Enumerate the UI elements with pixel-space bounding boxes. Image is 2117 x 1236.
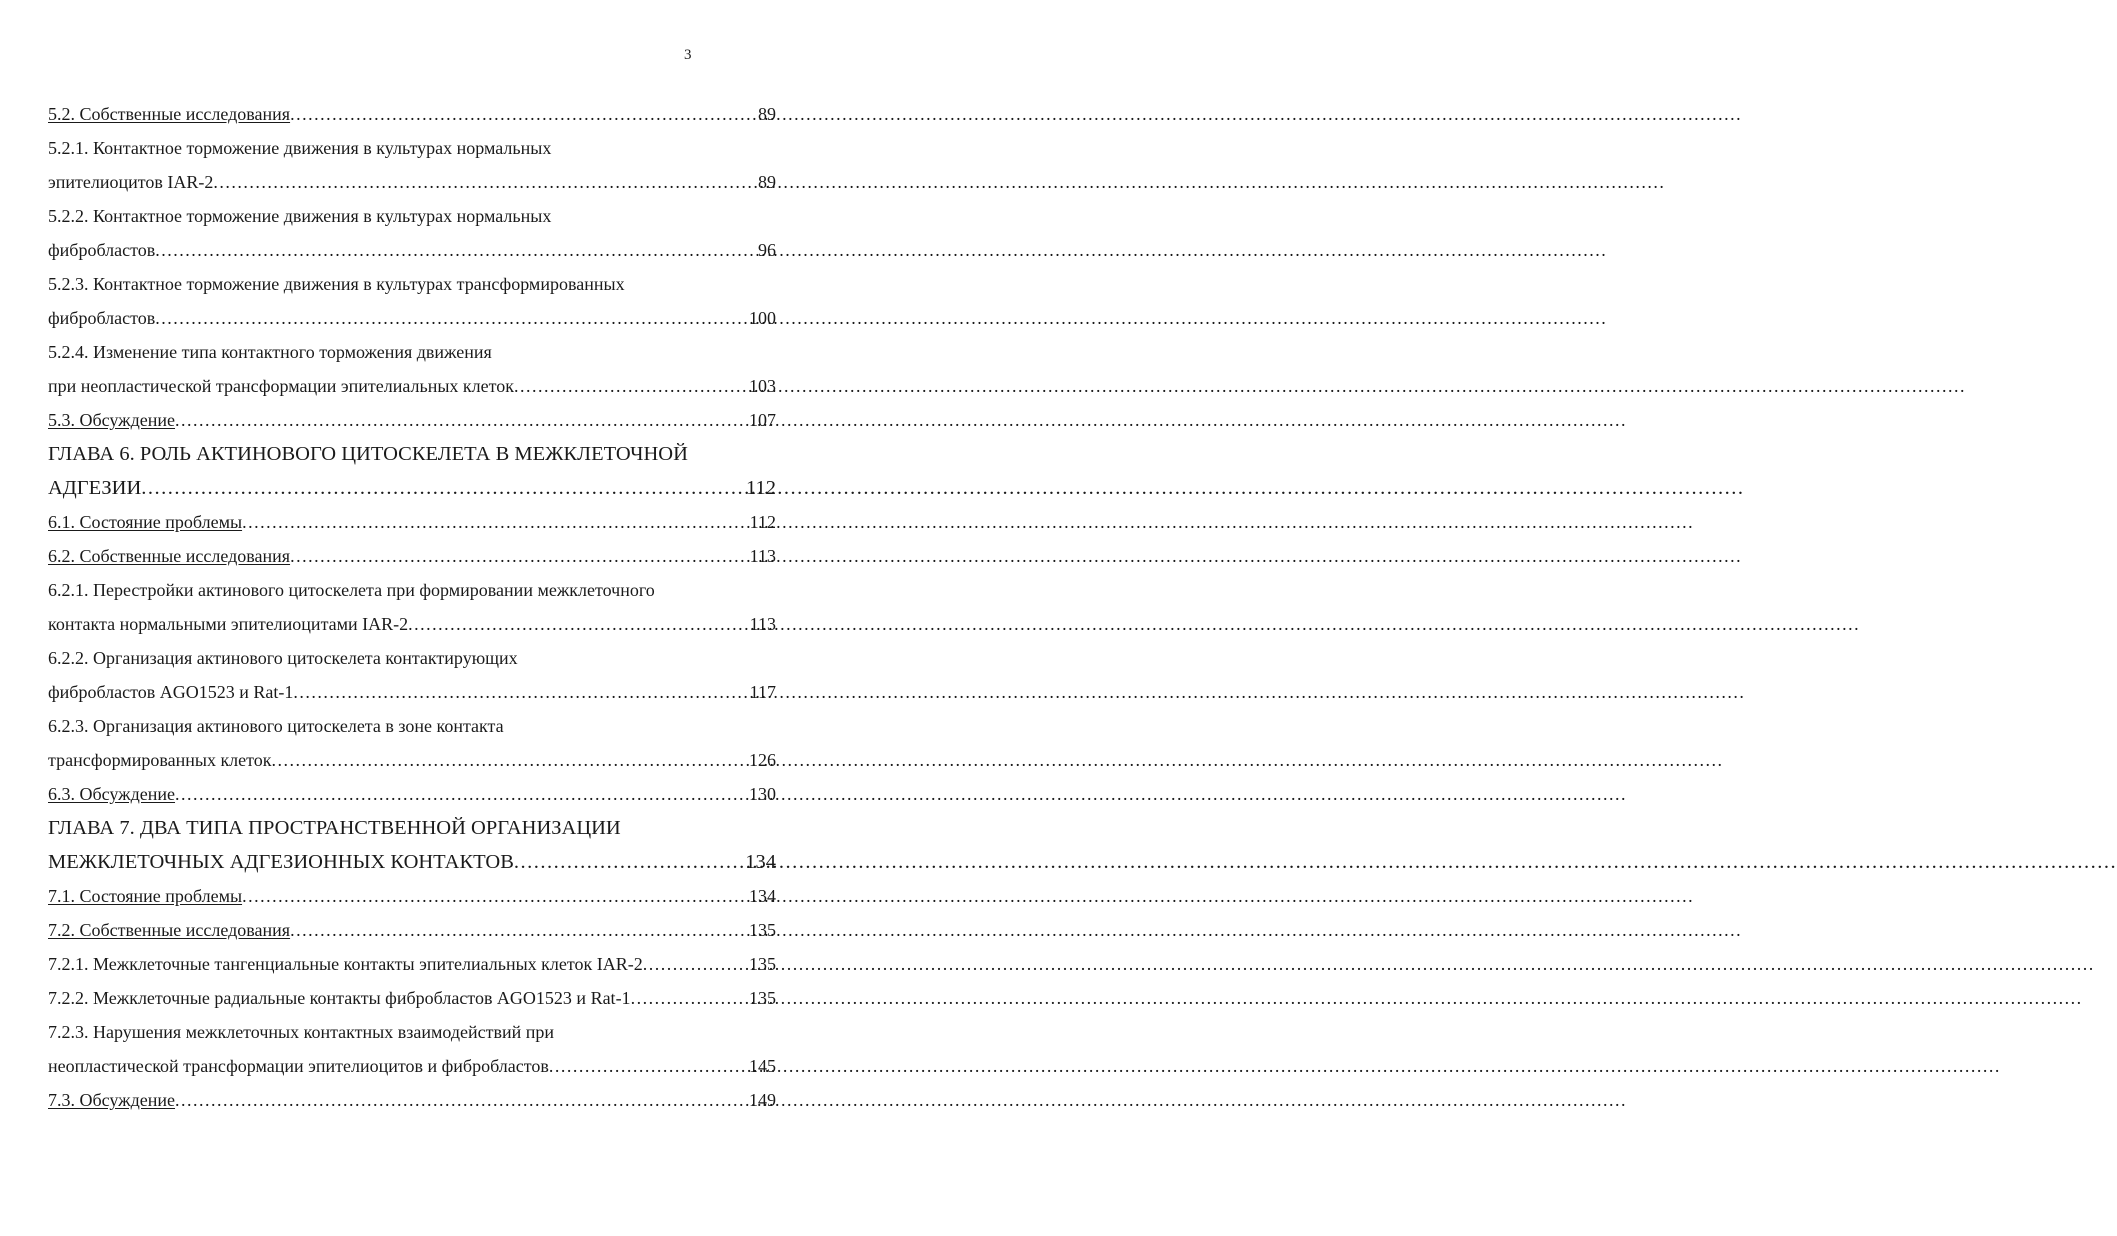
toc-entry-title: контакта нормальными эпителиоцитами IAR-2 <box>48 614 409 634</box>
toc-page-number: 145 <box>749 1056 776 1076</box>
toc-entry-title[interactable]: 7.1. Состояние проблемы <box>48 886 243 906</box>
toc-leader-dots <box>514 369 749 403</box>
toc-entry-title[interactable]: 6.1. Состояние проблемы <box>48 512 243 532</box>
toc-leader-dots <box>293 675 749 709</box>
toc-leader-dots <box>290 97 758 131</box>
toc-page-number: 96 <box>758 240 776 260</box>
toc-line <box>48 913 776 947</box>
toc-leader-dots <box>514 845 745 879</box>
toc-entry-title: 5.2.2. Контактное торможение движения в культурах нормальных <box>48 206 552 226</box>
toc-chapter-heading <box>48 845 776 879</box>
toc-leader-dots <box>175 777 749 811</box>
toc-leader-dots <box>141 471 746 505</box>
toc-page-number: 112 <box>749 512 776 532</box>
toc-line <box>48 1015 776 1049</box>
toc-line <box>48 947 776 981</box>
toc-line <box>48 981 776 1015</box>
toc-line <box>48 607 776 641</box>
toc-page-number: 134 <box>745 851 776 873</box>
toc-page-number: 113 <box>749 546 776 566</box>
toc-entry-title: фибробластов <box>48 240 156 260</box>
toc-page-number: 89 <box>758 172 776 192</box>
toc-entry-title: 6.2.1. Перестройки актинового цитоскелета при формировании межклеточного <box>48 580 655 600</box>
toc-chapter-heading <box>48 811 776 845</box>
toc-leader-dots <box>175 403 749 437</box>
toc-entry-title: 6.2.3. Организация актинового цитоскелета в зоне контакта <box>48 716 504 736</box>
toc-line <box>48 777 776 811</box>
toc-page-number: 135 <box>749 954 776 974</box>
toc-line <box>48 165 776 199</box>
toc-entry-title: эпителиоцитов IAR-2 <box>48 172 214 192</box>
toc-entry-title: трансформированных клеток <box>48 750 272 770</box>
toc-line <box>48 369 776 403</box>
toc-line <box>48 267 776 301</box>
toc-leader-dots <box>213 165 758 199</box>
toc-entry-title[interactable]: 7.2. Собственные исследования <box>48 920 291 940</box>
toc-page-number: 135 <box>749 920 776 940</box>
toc-line <box>48 879 776 913</box>
toc-entry-title: фибробластов <box>48 308 156 328</box>
toc-page-number: 89 <box>758 104 776 124</box>
toc-line <box>48 1083 776 1117</box>
toc-chapter-heading <box>48 471 776 505</box>
toc-line <box>48 403 776 437</box>
toc-page-number: 135 <box>749 988 776 1008</box>
toc-line <box>48 505 776 539</box>
toc-entry-title: ГЛАВА 7. ДВА ТИПА ПРОСТРАНСТВЕННОЙ ОРГАНИЗАЦИИ <box>48 817 621 839</box>
toc-page-number: 103 <box>749 376 776 396</box>
toc-entry-title: 6.2.2. Организация актинового цитоскелета контактирующих <box>48 648 518 668</box>
toc-leader-dots <box>175 1083 749 1117</box>
toc-entry-title: 7.2.1. Межклеточные тангенциальные контакты эпителиальных клеток IAR-2 <box>48 954 643 974</box>
page-number: 3 <box>684 47 692 63</box>
toc-chapter-heading <box>48 437 776 471</box>
toc-line <box>48 1049 776 1083</box>
toc-leader-dots <box>631 981 749 1015</box>
toc-line <box>48 539 776 573</box>
toc-page-number: 149 <box>749 1090 776 1110</box>
toc-page-number: 107 <box>749 410 776 430</box>
toc-entry-title[interactable]: 6.3. Обсуждение <box>48 784 176 804</box>
toc-leader-dots <box>643 947 749 981</box>
toc-entry-title[interactable]: 5.3. Обсуждение <box>48 410 176 430</box>
toc-leader-dots <box>549 1049 749 1083</box>
toc-entry-title: 5.2.4. Изменение типа контактного торможения движения <box>48 342 492 362</box>
toc-entry-title: 7.2.2. Межклеточные радиальные контакты фибробластов AGO1523 и Rat-1 <box>48 988 631 1008</box>
toc-page-number: 112 <box>746 477 776 499</box>
toc-leader-dots <box>242 505 750 539</box>
toc-line <box>48 573 776 607</box>
toc-line <box>48 675 776 709</box>
toc-line <box>48 199 776 233</box>
toc-leader-dots <box>408 607 749 641</box>
toc-entry-title[interactable]: 7.3. Обсуждение <box>48 1090 176 1110</box>
toc-entry-title[interactable]: 5.2. Собственные исследования <box>48 104 291 124</box>
toc-entry-title: 5.2.1. Контактное торможение движения в культурах нормальных <box>48 138 552 158</box>
toc-entry-title: 5.2.3. Контактное торможение движения в культурах трансформированных <box>48 274 625 294</box>
toc-page-number: 117 <box>749 682 776 702</box>
toc-leader-dots <box>290 539 750 573</box>
toc-entry-title: при неопластической трансформации эпителиальных клеток <box>48 376 515 396</box>
toc-line <box>48 743 776 777</box>
toc-page-number: 100 <box>749 308 776 328</box>
toc-entry-title[interactable]: 6.2. Собственные исследования <box>48 546 291 566</box>
toc-page-number: 130 <box>749 784 776 804</box>
toc-leader-dots <box>290 913 749 947</box>
toc-line <box>48 709 776 743</box>
toc-entry-title: фибробластов AGO1523 и Rat-1 <box>48 682 294 702</box>
toc-entry-title: МЕЖКЛЕТОЧНЫХ АДГЕЗИОННЫХ КОНТАКТОВ <box>48 851 514 873</box>
toc-page-number: 126 <box>749 750 776 770</box>
toc-leader-dots <box>155 233 758 267</box>
toc-leader-dots <box>272 743 749 777</box>
toc-entry-title: АДГЕЗИИ <box>48 477 142 499</box>
toc-leader-dots <box>242 879 749 913</box>
toc-line <box>48 233 776 267</box>
toc-entry-title: 7.2.3. Нарушения межклеточных контактных взаимодействий при <box>48 1022 555 1042</box>
toc-line <box>48 335 776 369</box>
toc-line <box>48 97 776 131</box>
toc-page-number: 134 <box>749 886 776 906</box>
toc-line <box>48 641 776 675</box>
toc-leader-dots <box>155 301 749 335</box>
toc-line <box>48 301 776 335</box>
toc-line <box>48 131 776 165</box>
toc-entry-title: неопластической трансформации эпителиоцитов и фибробластов <box>48 1056 549 1076</box>
table-of-contents <box>48 97 776 1117</box>
toc-page-number: 113 <box>749 614 776 634</box>
toc-entry-title: ГЛАВА 6. РОЛЬ АКТИНОВОГО ЦИТОСКЕЛЕТА В МЕЖКЛЕТОЧНОЙ <box>48 443 688 465</box>
